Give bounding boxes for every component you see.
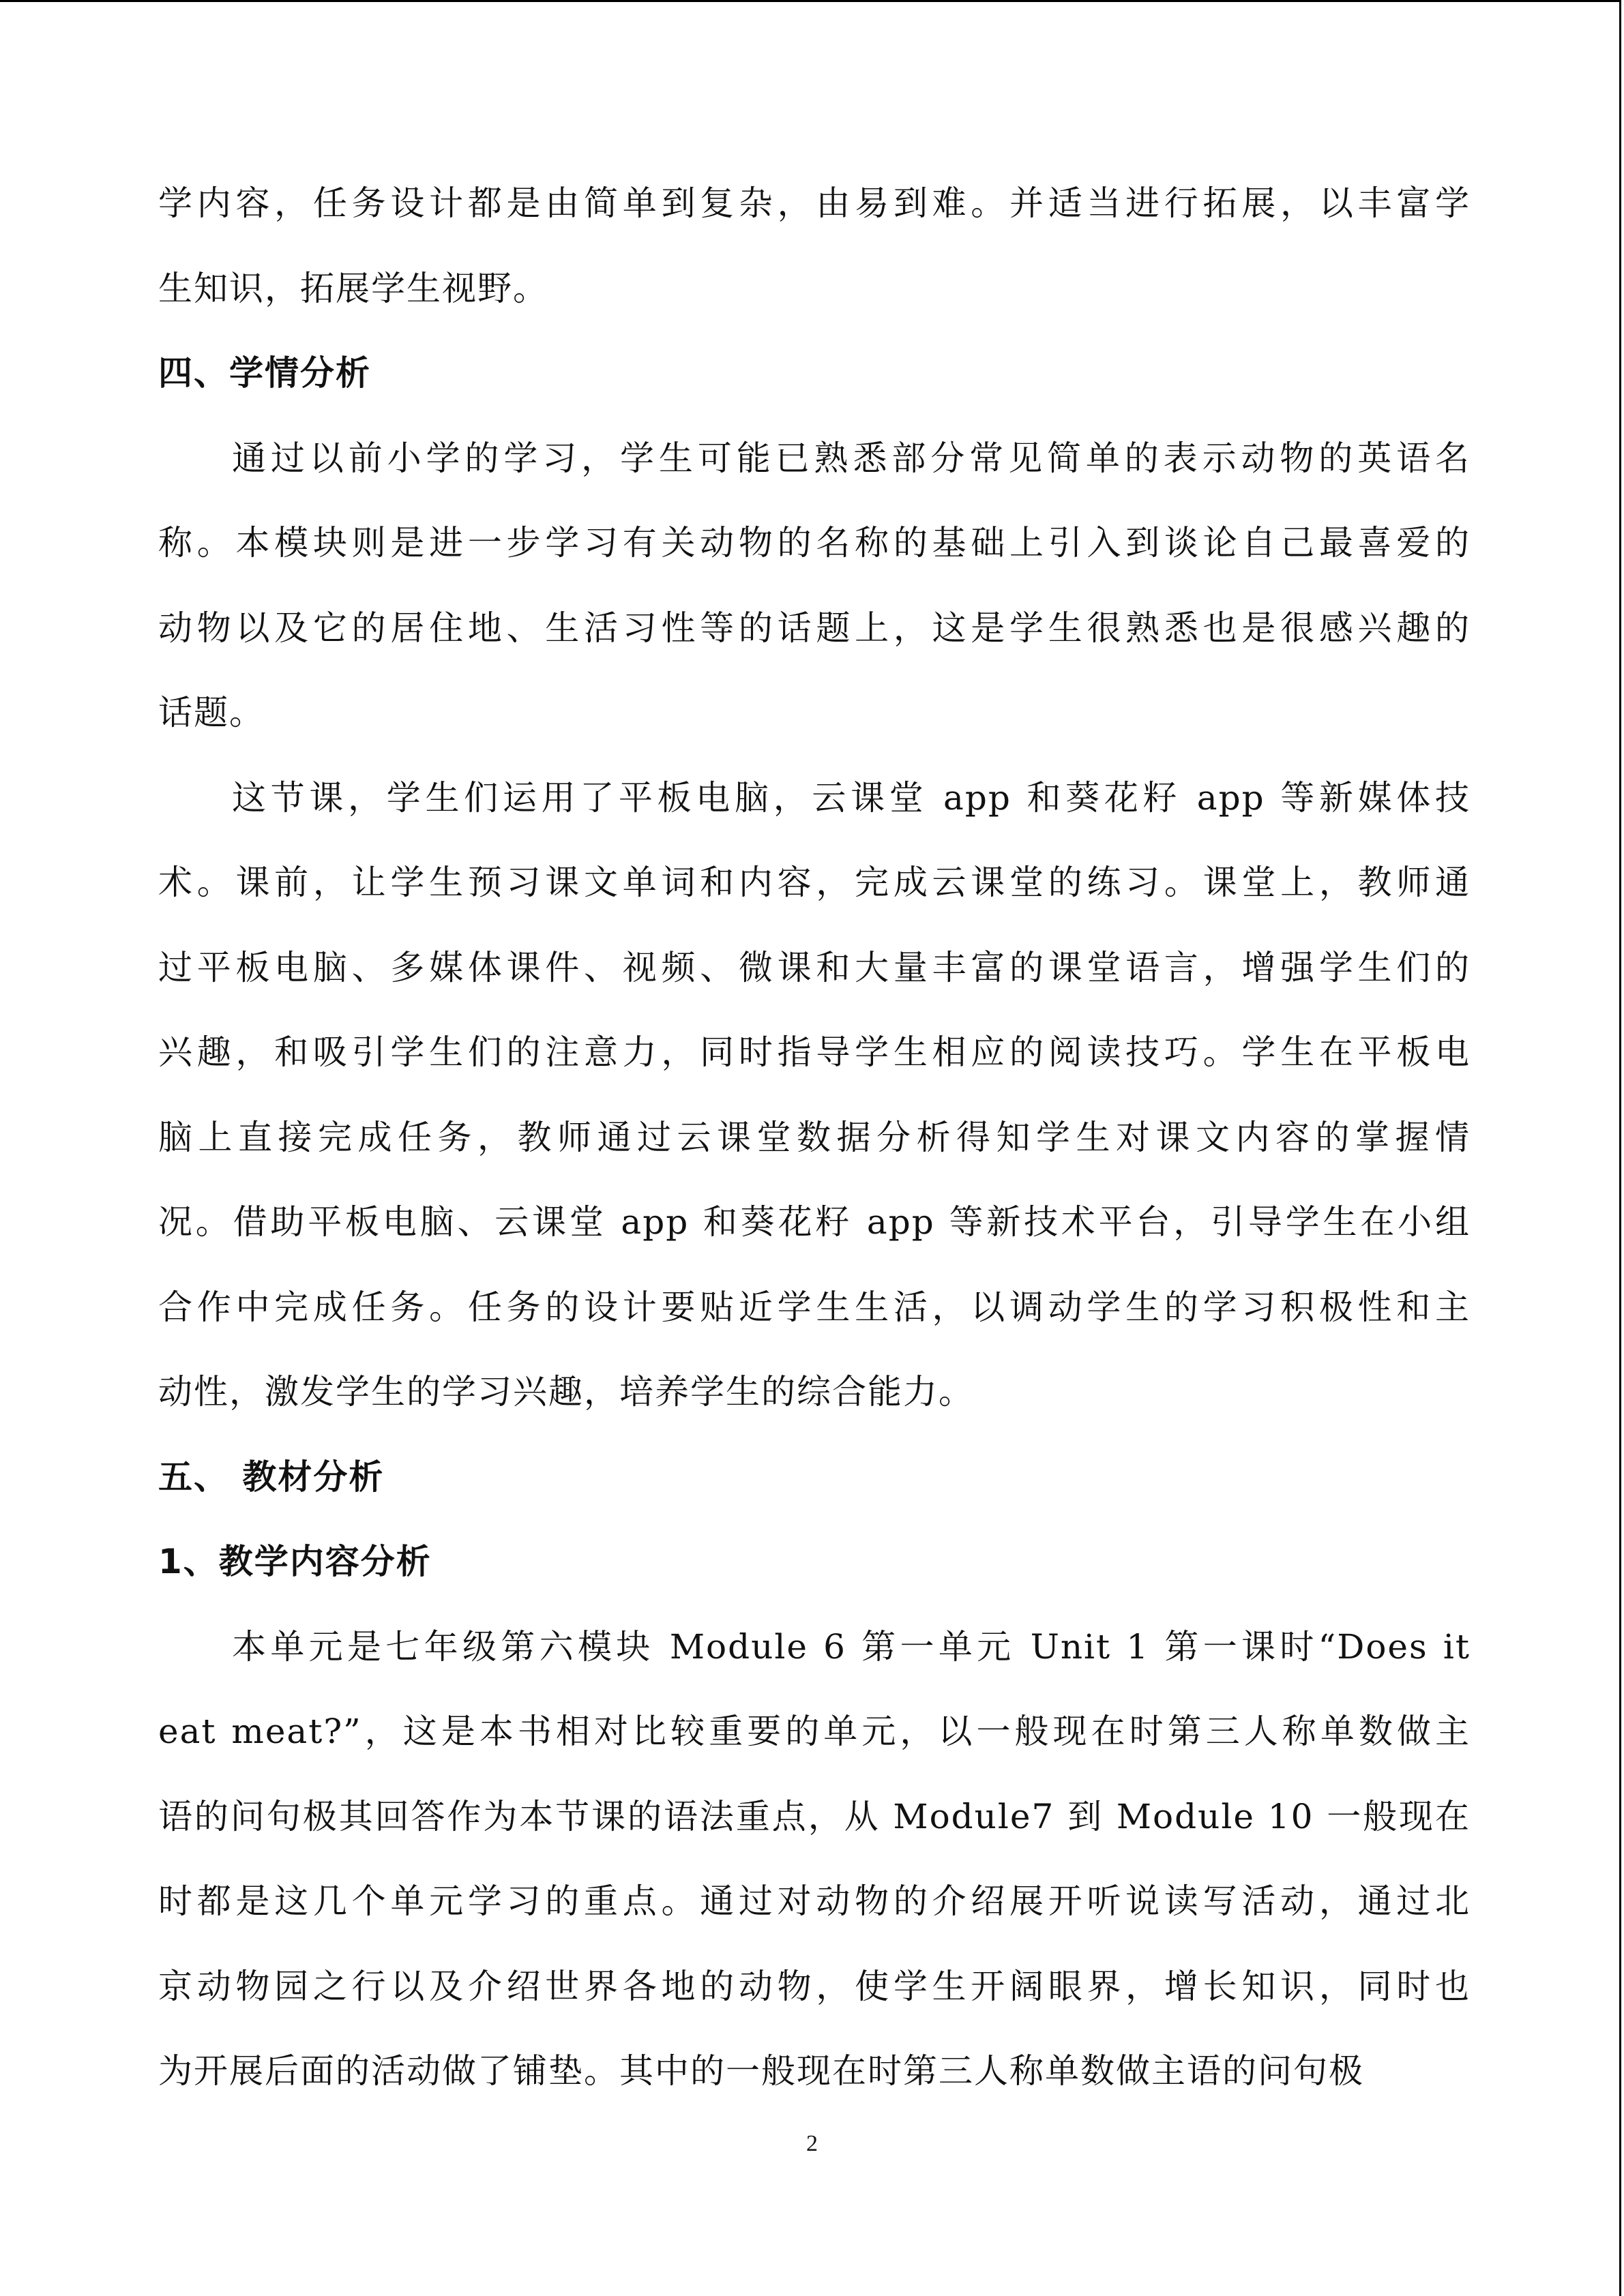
text-line: 动性，激发学生的学习兴趣，培养学生的综合能力。 — [158, 1372, 974, 1412]
text-line: 学内容，任务设计都是由简单到复杂，由易到难。并适当进行拓展，以丰富学 — [158, 183, 1471, 223]
section-heading: 1、教学内容分析 — [158, 1542, 432, 1581]
text-line: 生知识，拓展学生视野。 — [158, 268, 548, 308]
text-line: 为开展后面的活动做了铺垫。其中的一般现在时第三人称单数做主语的问句极 — [158, 2051, 1364, 2091]
text-line: 通过以前小学的学习，学生可能已熟悉部分常见简单的表示动物的英语名 — [232, 438, 1471, 478]
text-line: 况。借助平板电脑、云课堂 app 和葵花籽 app 等新技术平台，引导学生在小组 — [158, 1202, 1471, 1242]
page-number: 2 — [806, 2131, 818, 2156]
text-line: 语的问句极其回答作为本节课的语法重点，从 Module7 到 Module 10 一般现在 — [158, 1796, 1471, 1836]
section-heading: 四、学情分析 — [158, 353, 371, 393]
text-line: 过平板电脑、多媒体课件、视频、微课和大量丰富的课堂语言，增强学生们的 — [158, 947, 1471, 987]
text-line: 称。本模块则是进一步学习有关动物的名称的基础上引入到谈论自己最喜爱的 — [158, 523, 1471, 563]
text-line: 术。课前，让学生预习课文单词和内容，完成云课堂的练习。课堂上，教师通 — [158, 863, 1471, 902]
text-line: 时都是这几个单元学习的重点。通过对动物的介绍展开听说读写活动，通过北 — [158, 1881, 1471, 1921]
text-line: 脑上直接完成任务，教师通过云课堂数据分析得知学生对课文内容的掌握情 — [158, 1117, 1471, 1157]
text-line: 本单元是七年级第六模块 Module 6 第一单元 Unit 1 第一课时“Does it — [232, 1626, 1471, 1667]
document-body — [158, 161, 1471, 2114]
section-heading: 五、 教材分析 — [158, 1457, 385, 1497]
text-line: 话题。 — [158, 693, 265, 732]
text-line: eat meat?”，这是本书相对比较重要的单元，以一般现在时第三人称单数做主 — [158, 1712, 1471, 1751]
text-line: 合作中完成任务。任务的设计要贴近学生生活，以调动学生的学习积极性和主 — [158, 1287, 1471, 1327]
text-line: 动物以及它的居住地、生活习性等的话题上，这是学生很熟悉也是很感兴趣的 — [158, 608, 1471, 648]
text-line: 京动物园之行以及介绍世界各地的动物，使学生开阔眼界，增长知识，同时也 — [158, 1966, 1471, 2006]
text-line: 兴趣，和吸引学生们的注意力，同时指导学生相应的阅读技巧。学生在平板电 — [158, 1032, 1471, 1072]
text-line: 这节课，学生们运用了平板电脑，云课堂 app 和葵花籽 app 等新媒体技 — [232, 777, 1471, 818]
